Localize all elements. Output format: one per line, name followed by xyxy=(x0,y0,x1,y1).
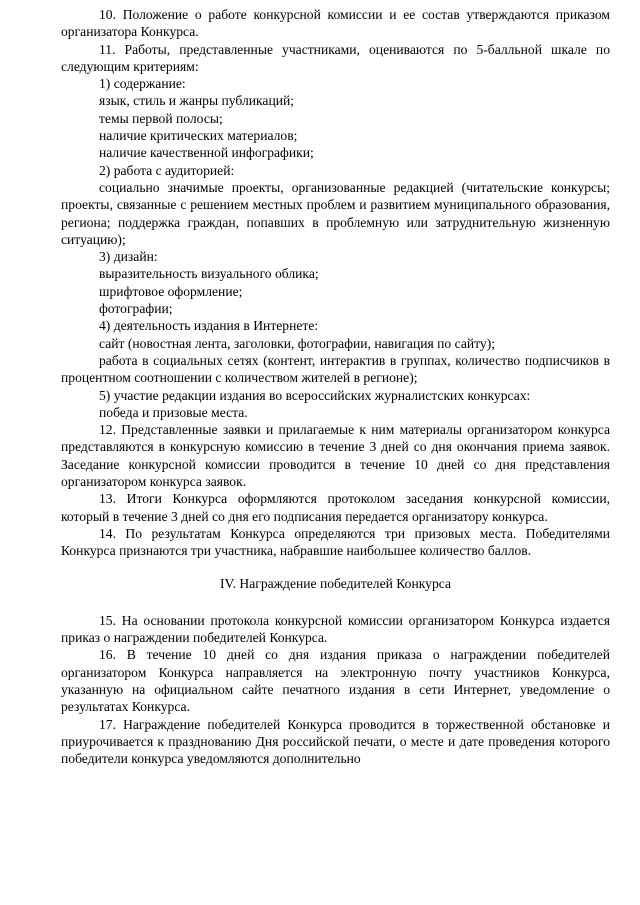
paragraph-16: 16. В течение 10 дней со дня издания приказа о награждении победителей организатором Конкурса направляется на электронную почту участников Конкурса, указанную на официальном сайте печатного издания в сети Интернет, уведомление о результатах Конкурса. xyxy=(61,647,610,715)
body-text-before xyxy=(61,6,610,560)
criterion-item: шрифтовое оформление; xyxy=(99,283,243,299)
criterion-4-heading: 4) деятельность издания в Интернете: xyxy=(99,318,319,334)
paragraph-15: 15. На основании протокола конкурсной комиссии организатором Конкурса издается приказ о награждении победителей Конкурса. xyxy=(61,612,610,646)
criterion-item: язык, стиль и жанры публикаций; xyxy=(99,93,295,109)
body-text-after xyxy=(61,612,610,768)
criterion-item: выразительность визуального облика; xyxy=(99,266,319,282)
criterion-item: социально значимые проекты, организованные редакцией (читательские конкурсы; проекты, связанные с решением местных проблем и развитием муниципального образования, региона; поддержка граждан, попавших в проблемную или затруднительную жизненную ситуацию); xyxy=(61,179,610,247)
section-heading: IV. Награждение победителей Конкурса xyxy=(220,575,451,591)
criterion-1-heading: 1) содержание: xyxy=(99,76,186,92)
criterion-item: победа и призовые места. xyxy=(99,404,248,420)
criterion-item: фотографии; xyxy=(99,301,173,317)
criterion-item: темы первой полосы; xyxy=(99,110,223,126)
paragraph-12: 12. Представленные заявки и прилагаемые к ним материалы организатором конкурса представляются в конкурсную комиссию в течение 3 дней со дня окончания приема заявок. Заседание конкурсной комиссии проводится в течение 10 дней со дня представления организатором конкурса заявок. xyxy=(61,422,610,490)
criterion-item: наличие критических материалов; xyxy=(99,128,298,144)
criterion-item: наличие качественной инфографики; xyxy=(99,145,314,161)
criterion-item: сайт (новостная лента, заголовки, фотографии, навигация по сайту); xyxy=(99,335,495,351)
criterion-3-heading: 3) дизайн: xyxy=(99,249,158,265)
criterion-item: работа в социальных сетях (контент, интерактив в группах, количество подписчиков в процентном соотношении с количеством жителей в регионе); xyxy=(61,352,610,386)
criterion-2-heading: 2) работа с аудиторией: xyxy=(99,162,235,178)
paragraph-10: 10. Положение о работе конкурсной комиссии и ее состав утверждаются приказом организатора Конкурса. xyxy=(61,7,610,40)
criterion-5-heading: 5) участие редакции издания во всероссийских журналистских конкурсах: xyxy=(99,387,531,403)
paragraph-17: 17. Награждение победителей Конкурса проводится в торжественной обстановке и приурочивается к празднованию Дня российской печати, о месте и дате проведения которого победители конкурса уведомляются дополнительно xyxy=(61,716,610,767)
paragraph-14: 14. По результатам Конкурса определяются три призовых места. Победителями Конкурса признаются три участника, набравшие наибольшее количество баллов. xyxy=(61,525,610,559)
paragraph-11: 11. Работы, представленные участниками, оцениваются по 5-балльной шкале по следующим критериям: xyxy=(61,41,610,74)
paragraph-13: 13. Итоги Конкурса оформляются протоколом заседания конкурсной комиссии, который в течение 3 дней со дня его подписания передается организатору конкурса. xyxy=(61,491,610,524)
